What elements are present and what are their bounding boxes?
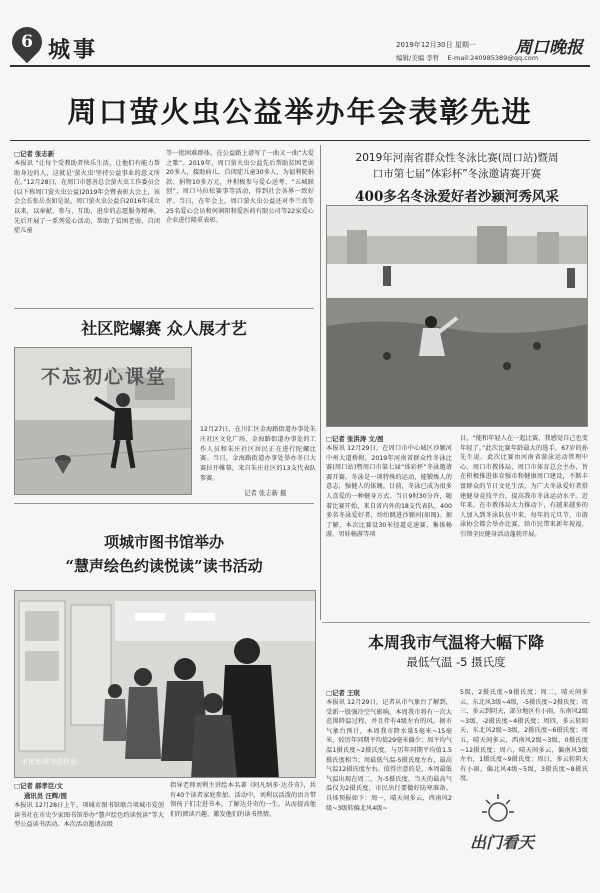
article5-title: 本周我市气温将大幅下降 (367, 633, 544, 652)
column-divider (320, 145, 321, 620)
article5-top-rule (322, 622, 590, 623)
article2-top-rule (14, 308, 314, 309)
article5-byline: □记者 王珉 (326, 689, 360, 697)
section-title: 城事 (48, 37, 99, 63)
editor-line (396, 53, 538, 62)
article3-photo (14, 590, 316, 778)
article1-col2: 等一批困难群体，在公益路上谱写了一曲又一曲“大爱之歌”。2019年，周口萤火虫公益先后帮助贫困老弱20多人，接助病儿、自闭症儿童30多人，为福利院捐款、捐物10多万元，并积极参与爱心送考、“五城联创”、周口马拉松赛事等活动，得到社会各界一致好评。当日，在年会上，周口萤火虫公益还对李兰真等25名爱心会员和何润阳和爱医药有限公司等22家爱心企业进行隆重表彰。 (166, 150, 314, 225)
main-headline: 周口萤火虫公益举办年会表彰先进 (67, 95, 533, 129)
newspaper-brand: 周口晚报 (515, 38, 583, 58)
article4-title: 400多名冬泳爱好者沙颍河秀风采 (355, 189, 559, 205)
header-rule (10, 65, 590, 67)
email-text: E-mail:240985389@qq.com (447, 54, 539, 62)
article3-title-line2: “慧声绘色约读悦读”读书活动 (65, 557, 263, 575)
winter-swim-photo (327, 206, 588, 427)
article3-top-rule (14, 503, 314, 504)
article4-kicker-line2: 口市第七届“体彩杯”冬泳邀请赛开赛 (372, 168, 542, 180)
article1-byline: □记者 张志新 (14, 150, 55, 158)
article4-kicker-line1: 2019年河南省群众性冬泳比赛(周口站)暨周 (355, 152, 559, 164)
weather-deco-text: 出门看天 (470, 833, 535, 852)
article2-title: 社区陀螺赛 众人展才艺 (81, 319, 247, 338)
article3-body-left: 本报讯 12月28日上午，项城市图书馆联合项城市爱创读书社在市史少家图书馆举办“慧声绘色约读悦读”等大型公益读书活动。本次活动邀请高级 (14, 802, 164, 829)
article4-photo (326, 205, 588, 427)
article5-col2: 5级，2摄氏度~9摄氏度；周二，晴天间多云，东北风3级~4级，-5摄氏度~2摄氏度；周三，多云到阴天，部分地区有小雨，东南风2级~3级，-2摄氏度~4摄氏度；周四，多云转阴天，东北风2级~3级，2摄氏度~6摄氏度；周五，晴天间多云，西南风2级~3级，0摄氏度~12摄氏度；周六，晴天间多云，偏南风3级左右，1摄氏度~9摄氏度；周日，多云转阴天有小雨，偏北风4级~5级，3摄氏度~8摄氏度。 (460, 689, 588, 783)
article5-col1: 本报讯 12月29日，记者从市气象台了解到，受新一股强冷空气影响，本周我市将有一次大范围降温过程，并且伴有4级左右的风。据市气象台预计，本周我市降水量5毫米~15毫米，较历年同期平均值29毫米偏少；周平均气温1摄氏度~2摄氏度，与历年同期平均值1.5摄氏度相当；周最低气温-5摄氏度左右，最高气温12摄氏度左右。值得注意的是，本周最低气温出现在周二，为-5摄氏度，当天的最高气温仅为2摄氏度，市民出行要做好防寒准备。具体预报如下：周一，晴天间多云，西南风2级~3级转偏北风4级~ (326, 699, 452, 812)
editor-text: 编辑/美编 李哲 (396, 54, 440, 62)
article3-byline2: 通讯员 汪辉/图 (24, 792, 67, 800)
article5-subtitle: 最低气温 -5 摄氏度 (406, 655, 506, 669)
article2-photo (14, 347, 192, 495)
article1-col1: 本报讯 “让每个受教助者快乐生活，让他们有能力帮助身边的人，这就是‘萤火虫’坚持公益事业的意义所在。”12月28日，在周口市慈善总会萤火虫工作委员会(以下称周口萤火虫公益)2019年会暨表彰大会上，该会会长张岳杰如是说。周口萤火虫公益自2016年成立以来，以奉献、参与、互助、进步的志愿服务精神，先后开展了一系列爱心活动，帮助了贫困老弱、自闭症儿童 (14, 160, 160, 235)
headline-rule (10, 140, 590, 141)
date-line: 2019年12月30日 星期一 (396, 41, 476, 49)
article2-credit: 记者 张志新 摄 (244, 489, 287, 497)
article2-body: 12月27日，在川汇区金海路街道办事处朱庄社区文化广场，金海路街道办事处的工作人员和朱庄社区居民正在进行陀螺比赛。当日，金海路街道办事处举办冬日大赛拉开帷幕，来自朱庄社区的13支代表队参赛。 (200, 426, 316, 482)
article3-body-right: 指导老师刘利主讲绘本名著《阿凡纳多·达芬奇》，共有40个读者家庭参加。活动中，刘利以活泼的语言带领孩子们走进书本，了解达芬奇的一生，从而提高他们的阅读兴趣，激发他们的读书热情。 (170, 782, 316, 818)
sun-icon (468, 790, 528, 830)
photo-banner-text: 不忘初心课堂 (40, 366, 167, 388)
page-number: 6 (21, 32, 33, 52)
article3-byline: □记者 郝孝臣/文 (14, 782, 63, 790)
article3-title-line1: 项城市图书馆举办 (103, 533, 224, 551)
article4-col1: 本报讯 12月29日，在周口市中心城区沙颍河中州大道桥附，2019年河南省群众性冬泳比赛(周口站)暨周口市第七届“体彩杯”冬泳邀请赛开赛。冬泳是一项特殊的运动，能锻炼人的意志，强健人的体魄。目前，冬泳已成为很多人喜爱的一种健身方式。当日9时30分许，随着比赛开始，来自省内外的18支代表队，400多名冬泳爱好者，纷纷跳进沙颍河(如图)。据了解，本次比赛设30米径道竞速赛、集体畅游、男娃畅游等项 (326, 445, 452, 539)
library-photo (15, 591, 316, 778)
article4-byline: □记者 张洪涛 文/图 (326, 435, 384, 443)
article4-col2: 目。“能和年轻人在一起比赛，我感觉自己也变年轻了。”此次比赛年龄最大的选手，67岁的孙先生说。此次比赛由河南省游泳运动管理中心、周口市教体局、周口市体育总会主办，旨在积极推进体育强市和健康周口建设，不断丰富群众的节日文化生活，为广大冬泳爱好者搭建健身竞技平台，提高我市冬泳运动水平。近年来，在市教体局大力推动下，有越来越多的人加入到冬泳队伍中来，每年的元旦节，市游泳协会都会举办比赛，给市民带来新年祝福，引领全民健身活动蓬勃开展。 (460, 435, 588, 538)
article3-photo-caption: 市民参观书法作品 (21, 758, 77, 766)
